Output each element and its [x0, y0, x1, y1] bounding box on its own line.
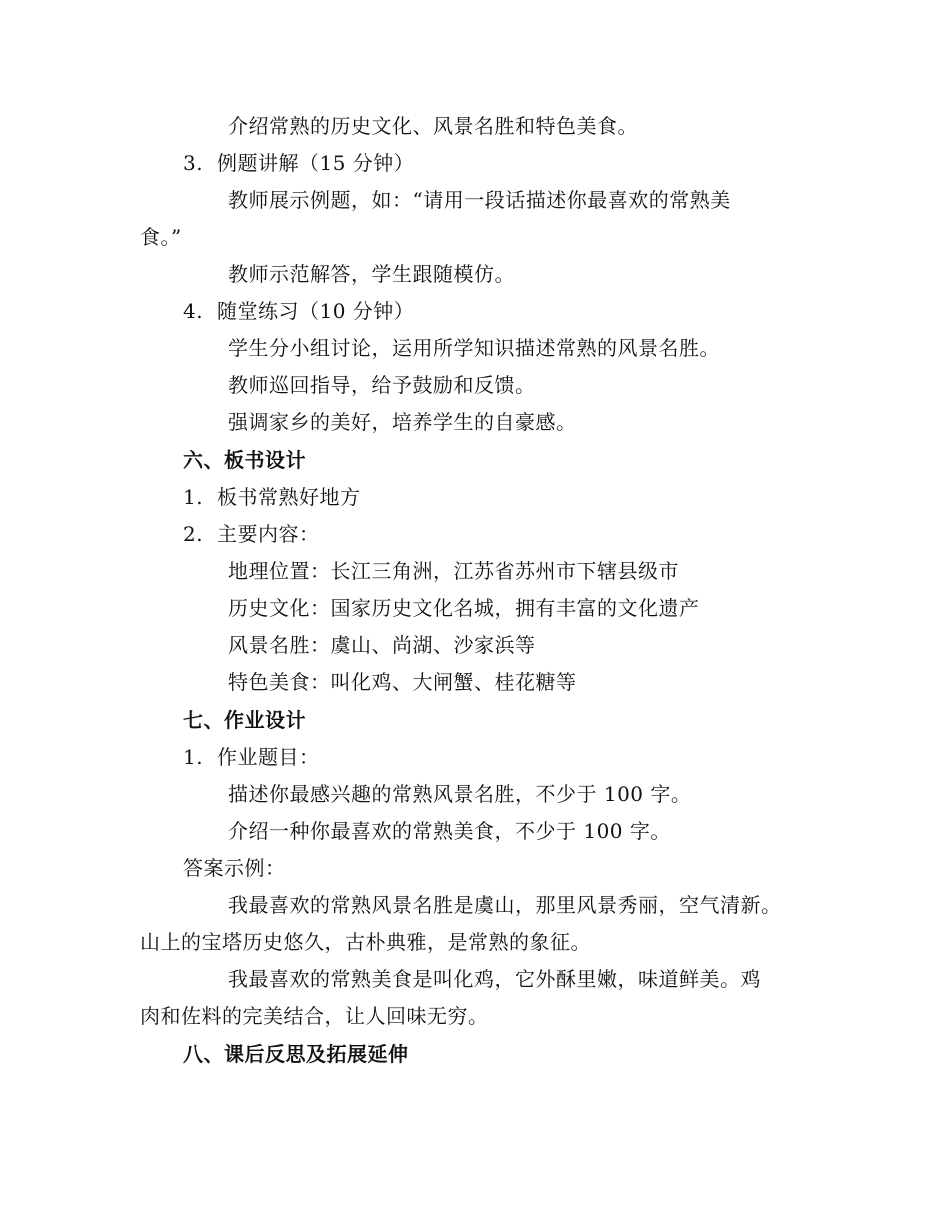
paragraph-line: 教师展示例题，如：“请用一段话描述你最喜欢的常熟美: [228, 188, 731, 212]
section-heading-8: 八、课后反思及拓展延伸: [183, 1042, 409, 1066]
list-number: 3.: [183, 151, 204, 175]
paragraph-line: 介绍常熟的历史文化、风景名胜和特色美食。: [228, 114, 638, 138]
section-heading-6: 六、板书设计: [183, 448, 306, 472]
paragraph-line: 我最喜欢的常熟美食是叫化鸡，它外酥里嫩，味道鲜美。鸡: [228, 967, 761, 991]
list-number: 1.: [183, 485, 204, 509]
list-item-4: [183, 299, 414, 323]
list-item-text: 作业题目：: [217, 745, 320, 769]
paragraph-line: 山上的宝塔历史悠久，古朴典雅，是常熟的象征。: [140, 930, 591, 954]
list-number: 1.: [183, 745, 204, 769]
paragraph-line: 特色美食：叫化鸡、大闸蟹、桂花糖等: [228, 670, 577, 694]
paragraph-line: 风景名胜：虞山、尚湖、沙家浜等: [228, 633, 536, 657]
list-item-text: 主要内容：: [217, 522, 320, 546]
list-item-3: [183, 151, 414, 175]
paragraph-line: 教师巡回指导，给予鼓励和反馈。: [228, 373, 536, 397]
paragraph-line: 描述你最感兴趣的常熟风景名胜，不少于 100 字。: [228, 782, 692, 806]
paragraph-line: 强调家乡的美好，培养学生的自豪感。: [228, 410, 577, 434]
paragraph-line: 食。”: [140, 225, 182, 249]
paragraph-line: 我最喜欢的常熟风景名胜是虞山，那里风景秀丽，空气清新。: [228, 893, 782, 917]
paragraph-line: 教师示范解答，学生跟随模仿。: [228, 262, 515, 286]
paragraph-line: 肉和佐料的完美结合，让人回味无穷。: [140, 1004, 489, 1028]
paragraph-line: 学生分小组讨论，运用所学知识描述常熟的风景名胜。: [228, 336, 720, 360]
paragraph-line: 介绍一种你最喜欢的常熟美食，不少于 100 字。: [228, 819, 671, 843]
section-heading-7: 七、作业设计: [183, 708, 306, 732]
list-number: 2.: [183, 522, 204, 546]
list-item-text: 板书常熟好地方: [217, 485, 361, 509]
list-item-1: [183, 745, 320, 769]
paragraph-line: 答案示例：: [183, 856, 286, 880]
list-item-text: 例题讲解（15 分钟）: [217, 151, 415, 175]
list-item-text: 随堂练习（10 分钟）: [217, 299, 415, 323]
list-item-1: [183, 485, 361, 509]
paragraph-line: 历史文化：国家历史文化名城，拥有丰富的文化遗产: [228, 596, 700, 620]
list-item-2: [183, 522, 320, 546]
paragraph-line: 地理位置：长江三角洲，江苏省苏州市下辖县级市: [228, 559, 679, 583]
list-number: 4.: [183, 299, 204, 323]
